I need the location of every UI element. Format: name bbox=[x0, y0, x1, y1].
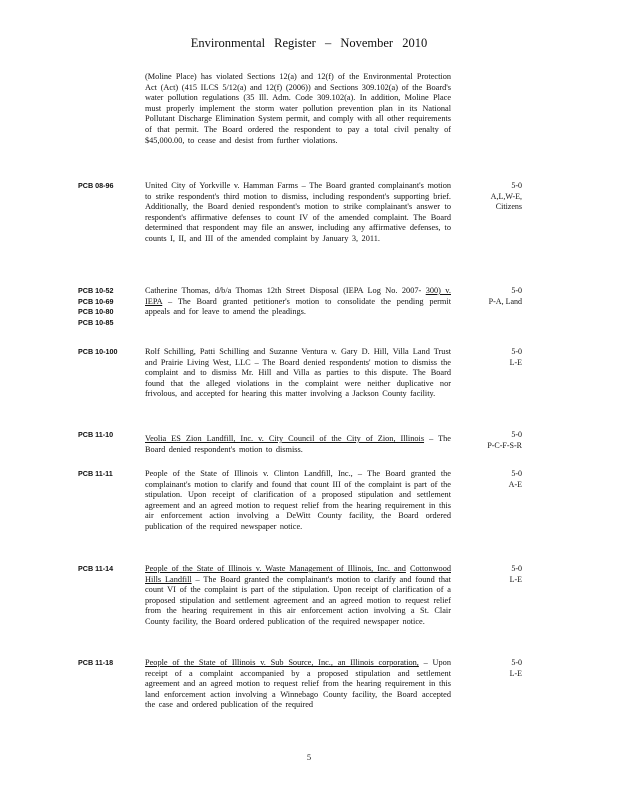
vote-tag: A-E bbox=[508, 479, 522, 489]
case-number: PCB 10-80 bbox=[78, 307, 114, 316]
vote-count: 5-0 bbox=[511, 564, 522, 573]
vote-tag: P-A, Land bbox=[488, 296, 522, 306]
case-number-list bbox=[78, 181, 144, 192]
vote-tag: P-C-F-S-R bbox=[487, 440, 522, 450]
case-number: PCB 10-69 bbox=[78, 296, 114, 306]
vote-count: 5-0 bbox=[511, 286, 522, 295]
case-title-underlined: People of the State of Illinois v. Waste Management of Illinois, Inc. and bbox=[145, 564, 406, 573]
case-number: PCB 11-11 bbox=[78, 469, 113, 478]
entry-text bbox=[145, 658, 451, 711]
case-title-underlined: 300) v. IEPA bbox=[145, 286, 451, 306]
entry-body: – The Board granted petitioner's motion to consolidate the pending permit appeals and for leave to amend the pleadings. bbox=[145, 296, 451, 317]
entry-text bbox=[145, 564, 451, 628]
case-number-list bbox=[78, 430, 144, 441]
case-number: PCB 10-52 bbox=[78, 286, 114, 295]
case-number-list bbox=[78, 658, 144, 669]
vote-column bbox=[460, 469, 522, 490]
vote-count: 5-0 bbox=[511, 658, 522, 667]
entry-body: – The Board denied respondent's motion to dismiss. bbox=[145, 434, 451, 454]
case-number: PCB 10-100 bbox=[78, 347, 118, 356]
case-number-list bbox=[78, 469, 144, 480]
vote-column bbox=[460, 564, 522, 585]
entry-text bbox=[145, 434, 451, 455]
vote-tag: A,L,W-E, bbox=[490, 191, 522, 201]
case-title: Catherine Thomas, d/b/a Thomas 12th Street Disposal (IEPA Log No. 2007- bbox=[145, 286, 422, 295]
case-number: PCB 08-96 bbox=[78, 181, 114, 190]
vote-tag: L-E bbox=[509, 574, 522, 584]
case-number: PCB 10-85 bbox=[78, 317, 114, 327]
vote-column bbox=[460, 286, 522, 307]
entry-text: United City of Yorkville v. Hamman Farms – The Board granted complainant's motion to strike respondent's third motion to dismiss, including respondent's supporting brief. Additionally, the Board denied respondent's motion to strike complainant's answer to respondent's affirmative defenses to count IV of the amended complaint. The Board determined that respondent may file an answer, including any affirmative defenses, to counts I, II, and III of the amended complaint by January 3, 2011. bbox=[145, 181, 451, 243]
vote-column bbox=[460, 658, 522, 679]
vote-count: 5-0 bbox=[511, 347, 522, 356]
page-number: 5 bbox=[306, 752, 312, 762]
entry-body: – The Board granted the complainant's motion to clarify and found that count VI of the complaint is part of the stipulation. Upon receipt of clarification of a proposed stipulation and settlement agreement and an agreed motion to request relief from the hearing requirement in this air enforcement action involving a St. Clair County facility, the Board ordered publication of the required newspaper notice. bbox=[145, 574, 451, 626]
entry-text: Rolf Schilling, Patti Schilling and Suzanne Ventura v. Gary D. Hill, Villa Land Trust and Prairie Living West, LLC – The Board denied respondents' motion to dismiss the complaint and to dismiss Mr. Hill and Villa as parties to this dispute. The Board found that the alleged violations in the complaint were neither duplicative nor frivolous, and accepted for hearing this matter involving a Jackson County facility. bbox=[145, 347, 451, 399]
vote-count: 5-0 bbox=[511, 430, 522, 439]
vote-column bbox=[460, 347, 522, 368]
page-header: Environmental Register – November 2010 bbox=[190, 36, 428, 50]
case-title-underlined: People of the State of Illinois v. Sub Source, Inc., an Illinois corporation, bbox=[145, 658, 419, 667]
case-number: PCB 11-14 bbox=[78, 564, 114, 573]
case-number-list bbox=[78, 564, 144, 575]
vote-column bbox=[460, 181, 522, 213]
case-number: PCB 11-18 bbox=[78, 658, 114, 667]
vote-count: 5-0 bbox=[511, 181, 522, 190]
case-number-list bbox=[78, 347, 144, 358]
case-title-underlined: Cottonwood Hills Landfill bbox=[145, 564, 451, 584]
vote-tag: L-E bbox=[509, 357, 522, 367]
entry-text bbox=[145, 286, 451, 318]
entry-body: – Upon receipt of a complaint accompanied by a proposed stipulation and settlement agreement and an agreed motion to request relief from the hearing requirement in this land enforcement action involving a Winnebago County facility, the Board accepted the case and ordered publication of the required bbox=[145, 658, 451, 710]
vote-count: 5-0 bbox=[511, 469, 522, 478]
case-number-list bbox=[78, 286, 144, 328]
entry-text: People of the State of Illinois v. Clinton Landfill, Inc., – The Board granted the complainant's motion to clarify and found that count III of the complaint is part of the stipulation. Upon receipt of clarification of a proposed stipulation and settlement agreement and an agreed motion to request relief from the hearing requirement in this air enforcement action involving a DeWitt County facility, the Board ordered publication of the required newspaper notice. bbox=[145, 469, 451, 531]
case-title-underlined: Veolia ES Zion Landfill, Inc. v. City Council of the City of Zion, Illinois bbox=[145, 434, 425, 443]
vote-column bbox=[460, 430, 522, 451]
vote-tag: L-E bbox=[509, 668, 522, 678]
intro-text: (Moline Place) has violated Sections 12(a) and 12(f) of the Environmental Protection Act (Act) (415 ILCS 5/12(a) and 12(f) (2006)) and Sections 309.102(a) of the Board's water pollution regulations (35 Ill. Adm. Code 309.102(a). In addition, Moline Place must properly implement the storm water pollution prevention plan in its National Pollutant Discharge Elimination System permit, and comply with all other requirements of that permit. The Board ordered the respondent to pay a total civil penalty of $45,000.00, to cease and desist from further violations. bbox=[145, 72, 451, 145]
case-number: PCB 11-10 bbox=[78, 430, 114, 439]
vote-tag: Citizens bbox=[495, 202, 522, 212]
